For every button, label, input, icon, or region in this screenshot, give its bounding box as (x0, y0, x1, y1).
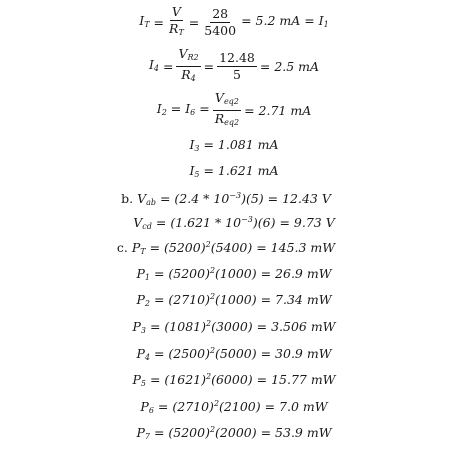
equation-i2-i6: $I_2$ = $I_6$ = $\frac{V_{eq2}}{R_{eq2}}$ = 2.71 mA (0, 91, 468, 130)
equation-total-current: $I_T$ = $\frac{V}{R_T}$ = $\frac{28}{5400}$ = 5.2 mA = $I_1$ (139, 4, 329, 38)
equation-i3: $I_3 = 1.081$ mA (189, 137, 279, 153)
fraction-vr2-over-r4: $\frac{V_{R2}}{R_4}$ (178, 46, 199, 83)
equation-vcd: $V_{cd} = (1.621 * 10^{-3})(6) = 9.73$ V (133, 215, 335, 231)
equation-i5: $I_5 = 1.621$ mA (189, 163, 279, 179)
equation-p7: $P_7 = (5200)^2(2000) = 53.9$ mW (136, 425, 332, 441)
fraction-veq2-over-req2: $\frac{V_{eq2}}{R_{eq2}}$ (214, 90, 240, 127)
fraction-1248-over-5: $\frac{12.48}{5}$ (219, 50, 255, 82)
fraction-v-over-rt: $\frac{V}{R_T}$ (169, 4, 184, 37)
equation-i4: $I_4$ = $\frac{V_{R2}}{R_4}$ = $\frac{12.48}{5}$ = 2.5 mA (0, 47, 468, 86)
equation-p3: $P_3 = (1081)^2(3000) = 3.506$ mW (132, 319, 336, 335)
part-label-c: c. (116, 240, 128, 255)
equation-p2: $P_2 = (2710)^2(1000) = 7.34$ mW (136, 292, 332, 308)
equation-p4: $P_4 = (2500)^2(5000) = 30.9$ mW (136, 346, 332, 362)
part-label-b: b. (121, 191, 134, 206)
equation-p6: $P_6 = (2710)^2(2100) = 7.0$ mW (140, 399, 328, 415)
equation-p1: $P_1 = (5200)^2(1000) = 26.9$ mW (136, 266, 332, 282)
fraction-28-over-5400: $\frac{28}{5400}$ (204, 6, 237, 38)
equation-vab: b. $V_{ab} = (2.4 * 10^{-3})(5) = 12.43$ V (121, 191, 331, 207)
equation-p5: $P_5 = (1621)^2(6000) = 15.77$ mW (132, 372, 336, 388)
equation-pt: c. $P_T = (5200)^2(5400) = 145.3$ mW (116, 240, 336, 256)
